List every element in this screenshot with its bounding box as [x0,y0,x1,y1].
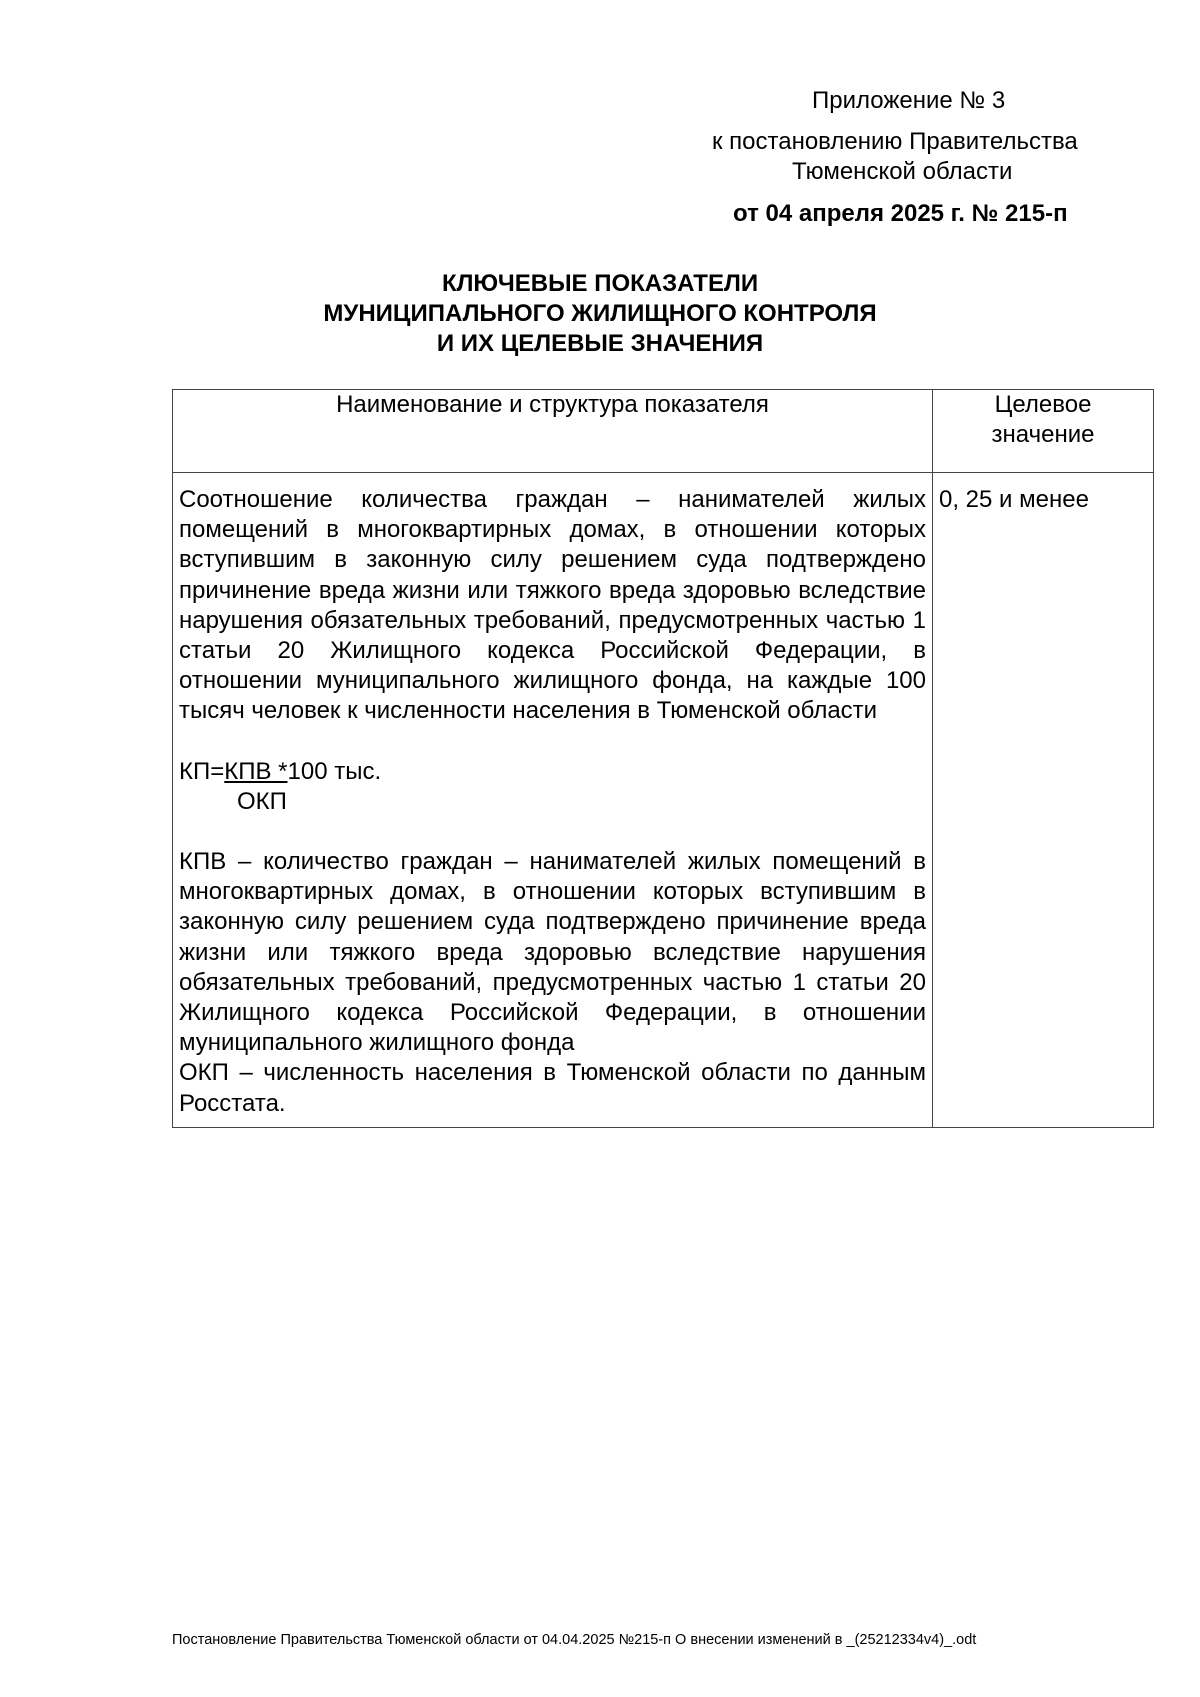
header-name-structure: Наименование и структура показателя [173,390,933,473]
target-value-cell: 0, 25 и менее [933,473,1154,1128]
formula-suffix: 100 тыс. [287,757,382,785]
formula-numerator: КПВ * [224,757,288,785]
indicator-description-cell [173,473,933,1128]
title-line-1: КЛЮЧЕВЫЕ ПОКАЗАТЕЛИ [441,270,759,297]
kpv-definition: КПВ – количество граждан – нанимателей жилых помещений в многоквартирных домах, в отношении которых вступившим в законную силу решением суда подтверждено причинение вреда жизни или тяжкого вреда здоровью вследствие нарушения обязательных требований, предусмотренных частью 1 статьи 20 Жилищного кодекса Российской Федерации, в отношении муниципального жилищного фонда [179,848,926,1057]
header-target-value-line-1: Целевое [994,391,1092,418]
spacer [179,817,926,847]
table-row [173,473,1154,1128]
document-footer: Постановление Правительства Тюменской области от 04.04.2025 №215-п О внесении изменений в _(25212334v4)_.odt [172,1632,977,1648]
document-title [160,269,1040,359]
formula [179,757,926,787]
appendix-label: Приложение № 3 [812,87,1006,114]
table-header-row [173,390,1154,473]
okp-definition: ОКП – численность населения в Тюменской области по данным Росстата. [179,1059,926,1117]
resolution-reference: к постановлению Правительства [712,128,1078,155]
header-target-value [933,390,1154,473]
formula-prefix: КП= [179,757,225,785]
resolution-date-number: от 04 апреля 2025 г. № 215-п [733,200,1068,227]
region-name: Тюменской области [792,158,1013,185]
indicator-description: Соотношение количества граждан – нанимателей жилых помещений в многоквартирных домах, в отношении которых вступившим в законную силу решением суда подтверждено причинение вреда жизни или тяжкого вреда здоровью вследствие нарушения обязательных требований, предусмотренных частью 1 статьи 20 Жилищного кодекса Российской Федерации, в отношении муниципального жилищного фонда, на каждые 100 тысяч человек к численности населения в Тюменской области [179,486,926,725]
title-line-2: МУНИЦИПАЛЬНОГО ЖИЛИЩНОГО КОНТРОЛЯ [323,300,877,327]
indicators-table [172,389,1154,1128]
header-target-value-line-2: значение [991,421,1095,449]
title-line-3: И ИХ ЦЕЛЕВЫЕ ЗНАЧЕНИЯ [436,330,764,357]
formula-denominator: ОКП [237,787,287,815]
